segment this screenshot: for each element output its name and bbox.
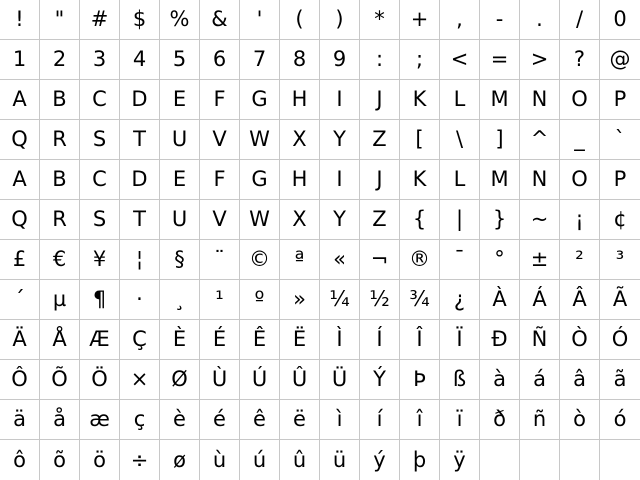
glyph-cell[interactable]: B: [40, 80, 80, 120]
glyph-cell[interactable]: ÿ: [440, 440, 480, 480]
glyph-cell[interactable]: Ä: [0, 320, 40, 360]
glyph-cell[interactable]: è: [160, 400, 200, 440]
glyph-cell[interactable]: î: [400, 400, 440, 440]
glyph-cell[interactable]: L: [440, 80, 480, 120]
glyph-cell[interactable]: W: [240, 200, 280, 240]
glyph-cell[interactable]: C: [80, 160, 120, 200]
glyph-cell[interactable]: }: [480, 200, 520, 240]
glyph-cell[interactable]: 1: [0, 40, 40, 80]
glyph-cell[interactable]: D: [120, 80, 160, 120]
glyph-cell[interactable]: N: [520, 80, 560, 120]
glyph-cell[interactable]: Î: [400, 320, 440, 360]
glyph-cell[interactable]: -: [480, 0, 520, 40]
glyph-cell[interactable]: /: [560, 0, 600, 40]
glyph-cell[interactable]: ?: [560, 40, 600, 80]
glyph-cell[interactable]: J: [360, 160, 400, 200]
glyph-cell[interactable]: Â: [560, 280, 600, 320]
glyph-cell[interactable]: C: [80, 80, 120, 120]
glyph-cell[interactable]: ¢: [600, 200, 640, 240]
glyph-cell[interactable]: Ð: [480, 320, 520, 360]
glyph-cell[interactable]: é: [200, 400, 240, 440]
glyph-cell[interactable]: ¹: [200, 280, 240, 320]
glyph-cell[interactable]: È: [160, 320, 200, 360]
glyph-cell[interactable]: X: [280, 200, 320, 240]
glyph-cell[interactable]: ¬: [360, 240, 400, 280]
glyph-cell[interactable]: Ì: [320, 320, 360, 360]
glyph-cell[interactable]: à: [480, 360, 520, 400]
glyph-cell[interactable]: 6: [200, 40, 240, 80]
glyph-cell[interactable]: 3: [80, 40, 120, 80]
glyph-cell[interactable]: F: [200, 160, 240, 200]
glyph-cell[interactable]: ²: [560, 240, 600, 280]
glyph-cell[interactable]: (: [280, 0, 320, 40]
glyph-cell[interactable]: A: [0, 80, 40, 120]
glyph-cell[interactable]: ¨: [200, 240, 240, 280]
glyph-cell[interactable]: ú: [240, 440, 280, 480]
glyph-cell[interactable]: ¥: [80, 240, 120, 280]
glyph-cell[interactable]: 5: [160, 40, 200, 80]
glyph-cell[interactable]: ù: [200, 440, 240, 480]
glyph-cell[interactable]: Y: [320, 200, 360, 240]
glyph-cell[interactable]: I: [320, 80, 360, 120]
glyph-cell[interactable]: U: [160, 200, 200, 240]
glyph-cell[interactable]: Æ: [80, 320, 120, 360]
glyph-cell[interactable]: £: [0, 240, 40, 280]
glyph-cell[interactable]: þ: [400, 440, 440, 480]
glyph-cell[interactable]: ò: [560, 400, 600, 440]
glyph-cell[interactable]: @: [600, 40, 640, 80]
glyph-cell[interactable]: >: [520, 40, 560, 80]
glyph-cell[interactable]: Ï: [440, 320, 480, 360]
glyph-cell[interactable]: ó: [600, 400, 640, 440]
glyph-cell[interactable]: E: [160, 160, 200, 200]
glyph-cell[interactable]: Ñ: [520, 320, 560, 360]
glyph-cell[interactable]: ö: [80, 440, 120, 480]
glyph-cell[interactable]: S: [80, 200, 120, 240]
glyph-cell[interactable]: µ: [40, 280, 80, 320]
glyph-cell[interactable]: &: [200, 0, 240, 40]
glyph-cell[interactable]: Ù: [200, 360, 240, 400]
glyph-cell[interactable]: <: [440, 40, 480, 80]
glyph-cell[interactable]: B: [40, 160, 80, 200]
glyph-cell[interactable]: ®: [400, 240, 440, 280]
glyph-cell[interactable]: =: [480, 40, 520, 80]
glyph-cell[interactable]: ×: [120, 360, 160, 400]
glyph-cell[interactable]: T: [120, 120, 160, 160]
glyph-cell[interactable]: ã: [600, 360, 640, 400]
glyph-cell[interactable]: 8: [280, 40, 320, 80]
glyph-cell[interactable]: ¡: [560, 200, 600, 240]
glyph-cell[interactable]: €: [40, 240, 80, 280]
glyph-cell[interactable]: ": [40, 0, 80, 40]
glyph-cell[interactable]: ¼: [320, 280, 360, 320]
glyph-cell[interactable]: ¦: [120, 240, 160, 280]
glyph-cell[interactable]: 0: [600, 0, 640, 40]
glyph-cell[interactable]: «: [320, 240, 360, 280]
glyph-cell[interactable]: R: [40, 200, 80, 240]
glyph-cell[interactable]: Q: [0, 200, 40, 240]
glyph-cell[interactable]: ]: [480, 120, 520, 160]
glyph-cell[interactable]: N: [520, 160, 560, 200]
glyph-cell[interactable]: ¾: [400, 280, 440, 320]
glyph-cell[interactable]: V: [200, 120, 240, 160]
glyph-cell[interactable]: õ: [40, 440, 80, 480]
glyph-cell[interactable]: S: [80, 120, 120, 160]
glyph-cell[interactable]: F: [200, 80, 240, 120]
glyph-cell[interactable]: ·: [120, 280, 160, 320]
glyph-cell[interactable]: T: [120, 200, 160, 240]
glyph-cell[interactable]: Û: [280, 360, 320, 400]
glyph-cell[interactable]: Ø: [160, 360, 200, 400]
glyph-cell[interactable]: Ü: [320, 360, 360, 400]
glyph-cell[interactable]: 2: [40, 40, 80, 80]
glyph-cell[interactable]: æ: [80, 400, 120, 440]
glyph-cell[interactable]: ;: [400, 40, 440, 80]
glyph-cell[interactable]: U: [160, 120, 200, 160]
glyph-cell[interactable]: â: [560, 360, 600, 400]
glyph-cell[interactable]: H: [280, 160, 320, 200]
glyph-cell[interactable]: 7: [240, 40, 280, 80]
glyph-cell[interactable]: ê: [240, 400, 280, 440]
glyph-cell[interactable]: ': [240, 0, 280, 40]
glyph-cell[interactable]: »: [280, 280, 320, 320]
glyph-cell[interactable]: P: [600, 160, 640, 200]
glyph-cell[interactable]: Ã: [600, 280, 640, 320]
glyph-cell[interactable]: ,: [440, 0, 480, 40]
glyph-cell[interactable]: ¯: [440, 240, 480, 280]
glyph-cell[interactable]: [480, 440, 520, 480]
glyph-cell[interactable]: ô: [0, 440, 40, 480]
glyph-cell[interactable]: +: [400, 0, 440, 40]
glyph-cell[interactable]: L: [440, 160, 480, 200]
glyph-cell[interactable]: P: [600, 80, 640, 120]
glyph-cell[interactable]: ý: [360, 440, 400, 480]
glyph-cell[interactable]: Å: [40, 320, 80, 360]
glyph-cell[interactable]: K: [400, 160, 440, 200]
glyph-cell[interactable]: E: [160, 80, 200, 120]
glyph-cell[interactable]: ð: [480, 400, 520, 440]
glyph-cell[interactable]: O: [560, 80, 600, 120]
glyph-cell[interactable]: Ö: [80, 360, 120, 400]
glyph-cell[interactable]: ±: [520, 240, 560, 280]
glyph-cell[interactable]: Z: [360, 120, 400, 160]
glyph-cell[interactable]: í: [360, 400, 400, 440]
glyph-cell[interactable]: ÷: [120, 440, 160, 480]
glyph-cell[interactable]: I: [320, 160, 360, 200]
glyph-cell[interactable]: ø: [160, 440, 200, 480]
glyph-cell[interactable]: Y: [320, 120, 360, 160]
glyph-cell[interactable]: Á: [520, 280, 560, 320]
glyph-cell[interactable]: %: [160, 0, 200, 40]
glyph-cell[interactable]: K: [400, 80, 440, 120]
glyph-cell[interactable]: .: [520, 0, 560, 40]
glyph-cell[interactable]: \: [440, 120, 480, 160]
glyph-cell[interactable]: G: [240, 80, 280, 120]
glyph-cell[interactable]: ): [320, 0, 360, 40]
glyph-cell[interactable]: º: [240, 280, 280, 320]
glyph-cell[interactable]: Ó: [600, 320, 640, 360]
glyph-cell[interactable]: M: [480, 80, 520, 120]
glyph-cell[interactable]: ¿: [440, 280, 480, 320]
glyph-cell[interactable]: ª: [280, 240, 320, 280]
glyph-cell[interactable]: Ò: [560, 320, 600, 360]
glyph-cell[interactable]: ¸: [160, 280, 200, 320]
glyph-cell[interactable]: Ë: [280, 320, 320, 360]
glyph-cell[interactable]: 9: [320, 40, 360, 80]
glyph-cell[interactable]: Ô: [0, 360, 40, 400]
glyph-cell[interactable]: ë: [280, 400, 320, 440]
glyph-cell[interactable]: [560, 440, 600, 480]
glyph-cell[interactable]: À: [480, 280, 520, 320]
glyph-cell[interactable]: H: [280, 80, 320, 120]
glyph-cell[interactable]: 4: [120, 40, 160, 80]
glyph-cell[interactable]: Õ: [40, 360, 80, 400]
glyph-cell[interactable]: |: [440, 200, 480, 240]
glyph-cell[interactable]: ¶: [80, 280, 120, 320]
glyph-cell[interactable]: $: [120, 0, 160, 40]
glyph-cell[interactable]: ½: [360, 280, 400, 320]
glyph-cell[interactable]: °: [480, 240, 520, 280]
glyph-cell[interactable]: Ê: [240, 320, 280, 360]
glyph-cell[interactable]: ì: [320, 400, 360, 440]
glyph-cell[interactable]: ü: [320, 440, 360, 480]
glyph-cell[interactable]: ^: [520, 120, 560, 160]
glyph-cell[interactable]: !: [0, 0, 40, 40]
glyph-cell[interactable]: ñ: [520, 400, 560, 440]
glyph-cell[interactable]: G: [240, 160, 280, 200]
glyph-cell[interactable]: R: [40, 120, 80, 160]
glyph-cell[interactable]: ï: [440, 400, 480, 440]
glyph-cell[interactable]: D: [120, 160, 160, 200]
glyph-cell[interactable]: Z: [360, 200, 400, 240]
glyph-cell[interactable]: Þ: [400, 360, 440, 400]
glyph-cell[interactable]: J: [360, 80, 400, 120]
glyph-cell[interactable]: Ý: [360, 360, 400, 400]
glyph-cell[interactable]: ß: [440, 360, 480, 400]
glyph-cell[interactable]: ´: [0, 280, 40, 320]
glyph-cell[interactable]: å: [40, 400, 80, 440]
glyph-cell[interactable]: û: [280, 440, 320, 480]
glyph-cell[interactable]: `: [600, 120, 640, 160]
glyph-cell[interactable]: á: [520, 360, 560, 400]
glyph-cell[interactable]: {: [400, 200, 440, 240]
glyph-cell[interactable]: ç: [120, 400, 160, 440]
glyph-cell[interactable]: W: [240, 120, 280, 160]
glyph-cell[interactable]: *: [360, 0, 400, 40]
glyph-cell[interactable]: ä: [0, 400, 40, 440]
glyph-cell[interactable]: X: [280, 120, 320, 160]
glyph-cell[interactable]: [600, 440, 640, 480]
glyph-cell[interactable]: ©: [240, 240, 280, 280]
glyph-cell[interactable]: :: [360, 40, 400, 80]
glyph-cell[interactable]: Q: [0, 120, 40, 160]
glyph-cell[interactable]: A: [0, 160, 40, 200]
glyph-cell[interactable]: [: [400, 120, 440, 160]
glyph-cell[interactable]: Í: [360, 320, 400, 360]
glyph-cell[interactable]: É: [200, 320, 240, 360]
glyph-cell[interactable]: O: [560, 160, 600, 200]
glyph-cell[interactable]: Ç: [120, 320, 160, 360]
glyph-cell[interactable]: ~: [520, 200, 560, 240]
glyph-cell[interactable]: _: [560, 120, 600, 160]
glyph-cell[interactable]: Ú: [240, 360, 280, 400]
glyph-cell[interactable]: ³: [600, 240, 640, 280]
glyph-cell[interactable]: M: [480, 160, 520, 200]
glyph-cell[interactable]: [520, 440, 560, 480]
glyph-cell[interactable]: §: [160, 240, 200, 280]
glyph-cell[interactable]: #: [80, 0, 120, 40]
glyph-cell[interactable]: V: [200, 200, 240, 240]
